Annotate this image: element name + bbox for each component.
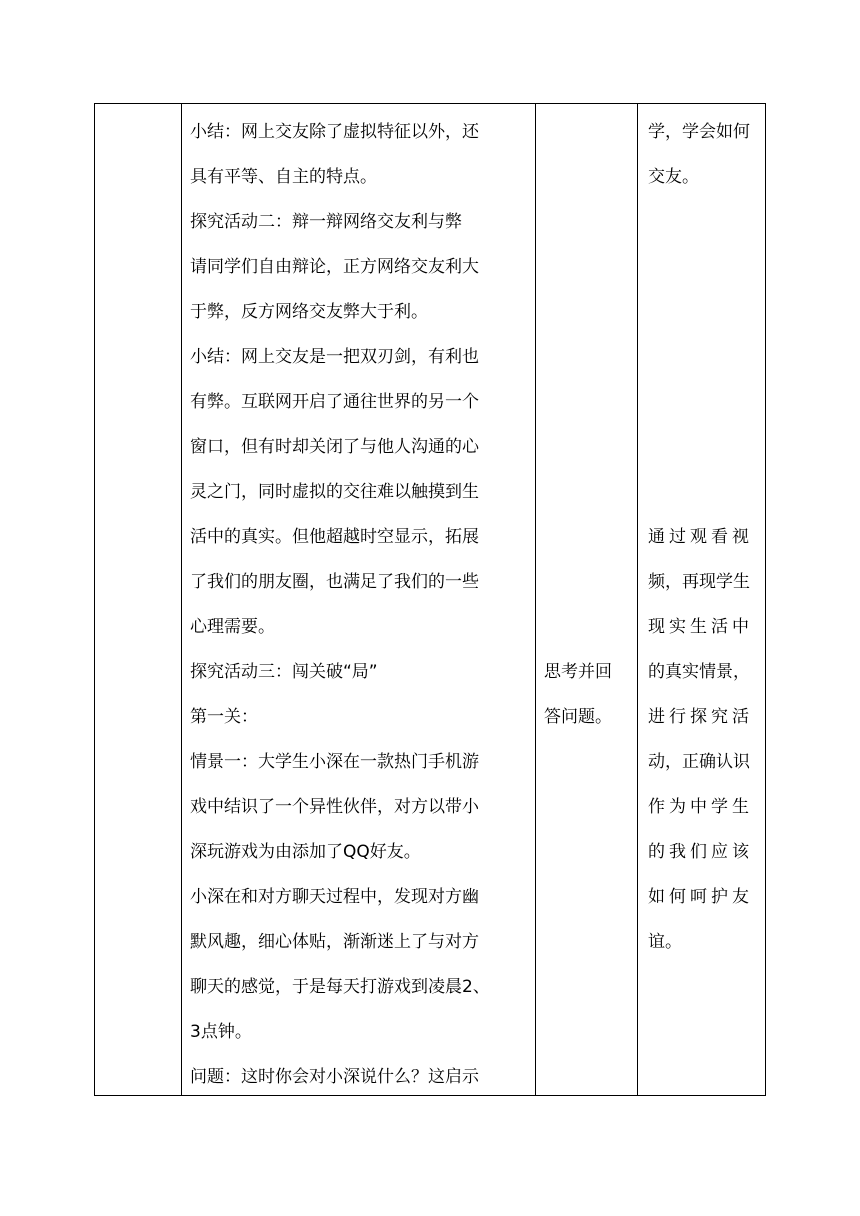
content-line: 情景一：大学生小深在一款热门手机游 [190,752,479,772]
content-line: 问题：这时你会对小深说什么？这启示 [190,1067,479,1087]
content-line: 心理需要。 [190,617,275,637]
content-line: 了我们的朋友圈，也满足了我们的一些 [190,572,479,592]
content-line: 请同学们自由辩论，正方网络交友利大 [190,257,479,277]
intent-line: 现实生活中 [648,617,753,637]
student-activity-cell [536,104,637,1095]
teaching-content-cell [182,104,535,1095]
intent-line: 作为中学生 [648,797,753,817]
content-line: 第一关： [190,707,258,727]
content-line: 默风趣，细心体贴，渐渐迷上了与对方 [190,932,479,952]
intent-line: 的真实情景， [648,662,750,682]
content-line: 活中的真实。但他超越时空显示，拓展 [190,527,479,547]
content-line: 小结：网上交友除了虚拟特征以外，还 [190,122,479,142]
content-line: 有弊。互联网开启了通往世界的另一个 [190,392,479,412]
intent-line: 学，学会如何 [648,122,750,142]
intent-line: 进行探究活 [648,707,753,727]
activity-line: 答问题。 [544,707,612,727]
intent-line: 交友。 [648,167,699,187]
content-line: 探究活动三：闯关破“局” [190,662,378,682]
content-line: 深玩游戏为由添加了QQ好友。 [190,842,421,862]
content-line: 探究活动二：辩一辩网络交友利与弊 [190,212,462,232]
intent-line: 通过观看视 [648,527,753,547]
content-line: 窗口，但有时却关闭了与他人沟通的心 [190,437,479,457]
content-line: 具有平等、自主的特点。 [190,167,377,187]
activity-line: 思考并回 [544,662,612,682]
intent-line: 的我们应该 [648,842,753,862]
intent-line: 谊。 [648,932,682,952]
content-line: 戏中结识了一个异性伙伴，对方以带小 [190,797,479,817]
content-line: 小深在和对方聊天过程中，发现对方幽 [190,887,479,907]
content-line: 聊天的感觉，于是每天打游戏到凌晨2、 [190,977,490,997]
intent-line: 动，正确认识 [648,752,750,772]
content-line: 小结：网上交友是一把双刃剑，有利也 [190,347,479,367]
intent-line: 频，再现学生 [648,572,750,592]
lesson-plan-table [94,103,766,1096]
content-line: 3点钟。 [190,1022,252,1042]
content-line: 于弊，反方网络交友弊大于利。 [190,302,428,322]
teaching-stage-cell [95,104,181,1095]
content-line: 灵之门，同时虚拟的交往难以触摸到生 [190,482,479,502]
design-intent-cell [638,104,765,1095]
intent-line: 如何呵护友 [648,887,753,907]
